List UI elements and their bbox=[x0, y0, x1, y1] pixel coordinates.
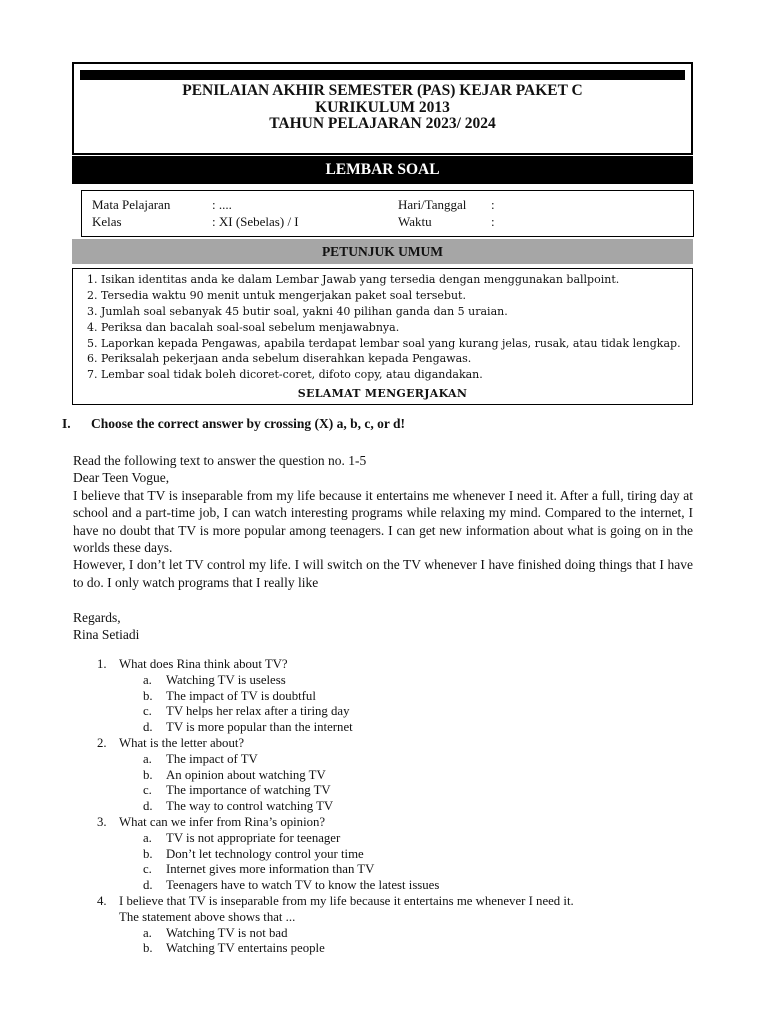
letter-paragraph-2: However, I don’t let TV control my life. I will switch on the TV whenever I have finished doing things that I have to do. I only watch programs that I really like bbox=[73, 557, 693, 590]
instruction-item: 6. Periksalah pekerjaan anda sebelum diserahkan kepada Pengawas. bbox=[87, 352, 472, 366]
question-prompt: The statement above shows that ... bbox=[119, 909, 296, 924]
curriculum-line: KURIKULUM 2013 bbox=[315, 98, 450, 116]
option-text: The importance of watching TV bbox=[166, 783, 331, 798]
option-text: The impact of TV bbox=[166, 751, 258, 766]
option-label: c. bbox=[143, 704, 152, 719]
option-label: d. bbox=[143, 799, 153, 814]
question-text: What does Rina think about TV? bbox=[119, 657, 288, 671]
date-label: Hari/Tanggal bbox=[398, 197, 467, 212]
question-number: 1. bbox=[97, 657, 107, 671]
student-info-box bbox=[81, 190, 694, 237]
section-instruction: Choose the correct answer by crossing (X) a, b, c, or d! bbox=[91, 416, 405, 431]
option-text: TV helps her relax after a tiring day bbox=[166, 704, 350, 719]
option-text: The way to control watching TV bbox=[166, 799, 334, 814]
class-value: : XI (Sebelas) / I bbox=[212, 214, 299, 229]
question-number: 3. bbox=[97, 814, 107, 829]
instruction-item: 2. Tersedia waktu 90 menit untuk mengerjakan paket soal tersebut. bbox=[87, 288, 466, 302]
option-text: Don’t let technology control your time bbox=[166, 846, 364, 861]
option-text: TV is not appropriate for teenager bbox=[166, 830, 341, 845]
question-text: I believe that TV is inseparable from my life because it entertains me whenever I need it. bbox=[119, 893, 574, 908]
section-number: I. bbox=[62, 416, 71, 431]
exam-title: PENILAIAN AKHIR SEMESTER (PAS) KEJAR PAKET C bbox=[182, 82, 583, 99]
option-label: a. bbox=[143, 672, 152, 687]
subject-label: Mata Pelajaran bbox=[92, 197, 171, 212]
info-row-subject bbox=[82, 197, 693, 213]
time-label: Waktu bbox=[398, 214, 432, 229]
option-text: Internet gives more information than TV bbox=[166, 862, 375, 877]
closing-greeting: SELAMAT MENGERJAKAN bbox=[297, 387, 468, 400]
time-value: : bbox=[491, 214, 495, 229]
option-text: Watching TV is useless bbox=[166, 672, 286, 687]
option-label: d. bbox=[143, 878, 153, 893]
header-black-bar bbox=[80, 70, 685, 80]
option-label: a. bbox=[143, 751, 152, 766]
letter-paragraph-1: I believe that TV is inseparable from my life because it entertains me whenever I need it. After a full, tiring day at school and a part-time job, I can watch interesting programs while relaxing my mind. Compared to the internet, I have no doubt that TV is more popular among teenagers. I can get new information about what is going on in the worlds these days. bbox=[73, 487, 693, 556]
sheet-title-banner: LEMBAR SOAL bbox=[72, 156, 693, 184]
option-label: b. bbox=[143, 688, 153, 703]
question-text: What is the letter about? bbox=[119, 735, 245, 750]
option-label: a. bbox=[143, 925, 152, 940]
instructions-heading: PETUNJUK UMUM bbox=[72, 239, 693, 264]
passage-intro: Read the following text to answer the question no. 1-5 bbox=[73, 453, 367, 468]
option-text: TV is more popular than the internet bbox=[166, 720, 353, 735]
option-label: c. bbox=[143, 783, 152, 798]
instruction-item: 7. Lembar soal tidak boleh dicoret-coret, difoto copy, atau digandakan. bbox=[87, 368, 483, 382]
letter-closing: Regards, bbox=[73, 609, 121, 625]
question-number: 4. bbox=[97, 893, 107, 908]
letter-signature: Rina Setiadi bbox=[73, 627, 140, 643]
class-label: Kelas bbox=[92, 214, 122, 229]
option-text: Teenagers have to watch TV to know the latest issues bbox=[166, 878, 440, 893]
instruction-item: 1. Isikan identitas anda ke dalam Lembar Jawab yang tersedia dengan menggunakan ballpoint. bbox=[87, 273, 620, 286]
option-text: Watching TV entertains people bbox=[166, 941, 325, 956]
option-label: a. bbox=[143, 830, 152, 845]
info-row-class bbox=[82, 214, 693, 230]
instruction-item: 3. Jumlah soal sebanyak 45 butir soal, yakni 40 pilihan ganda dan 5 uraian. bbox=[87, 304, 508, 318]
instructions-list bbox=[87, 272, 681, 383]
option-text: An opinion about watching TV bbox=[166, 767, 326, 782]
exam-header bbox=[72, 62, 693, 155]
option-label: b. bbox=[143, 846, 153, 861]
option-label: c. bbox=[143, 862, 152, 877]
option-label: b. bbox=[143, 767, 153, 782]
instructions-box bbox=[72, 268, 693, 405]
academic-year-line: TAHUN PELAJARAN 2023/ 2024 bbox=[269, 115, 496, 132]
instruction-item: 5. Laporkan kepada Pengawas, apabila terdapat lembar soal yang kurang jelas, rusak, atau tidak lengkap. bbox=[87, 336, 681, 350]
option-text: Watching TV is not bad bbox=[166, 925, 288, 940]
option-label: b. bbox=[143, 941, 153, 956]
instruction-item: 4. Periksa dan bacalah soal-soal sebelum menjawabnya. bbox=[87, 320, 400, 334]
spacer bbox=[73, 591, 693, 608]
date-value: : bbox=[491, 197, 495, 212]
header-title-block bbox=[74, 83, 691, 133]
letter-greeting: Dear Teen Vogue, bbox=[73, 470, 170, 486]
question-text: What can we infer from Rina’s opinion? bbox=[119, 814, 326, 829]
option-text: The impact of TV is doubtful bbox=[166, 688, 316, 703]
subject-value: : .... bbox=[212, 197, 232, 212]
reading-passage bbox=[73, 452, 693, 643]
option-label: d. bbox=[143, 720, 153, 735]
question-number: 2. bbox=[97, 735, 107, 750]
